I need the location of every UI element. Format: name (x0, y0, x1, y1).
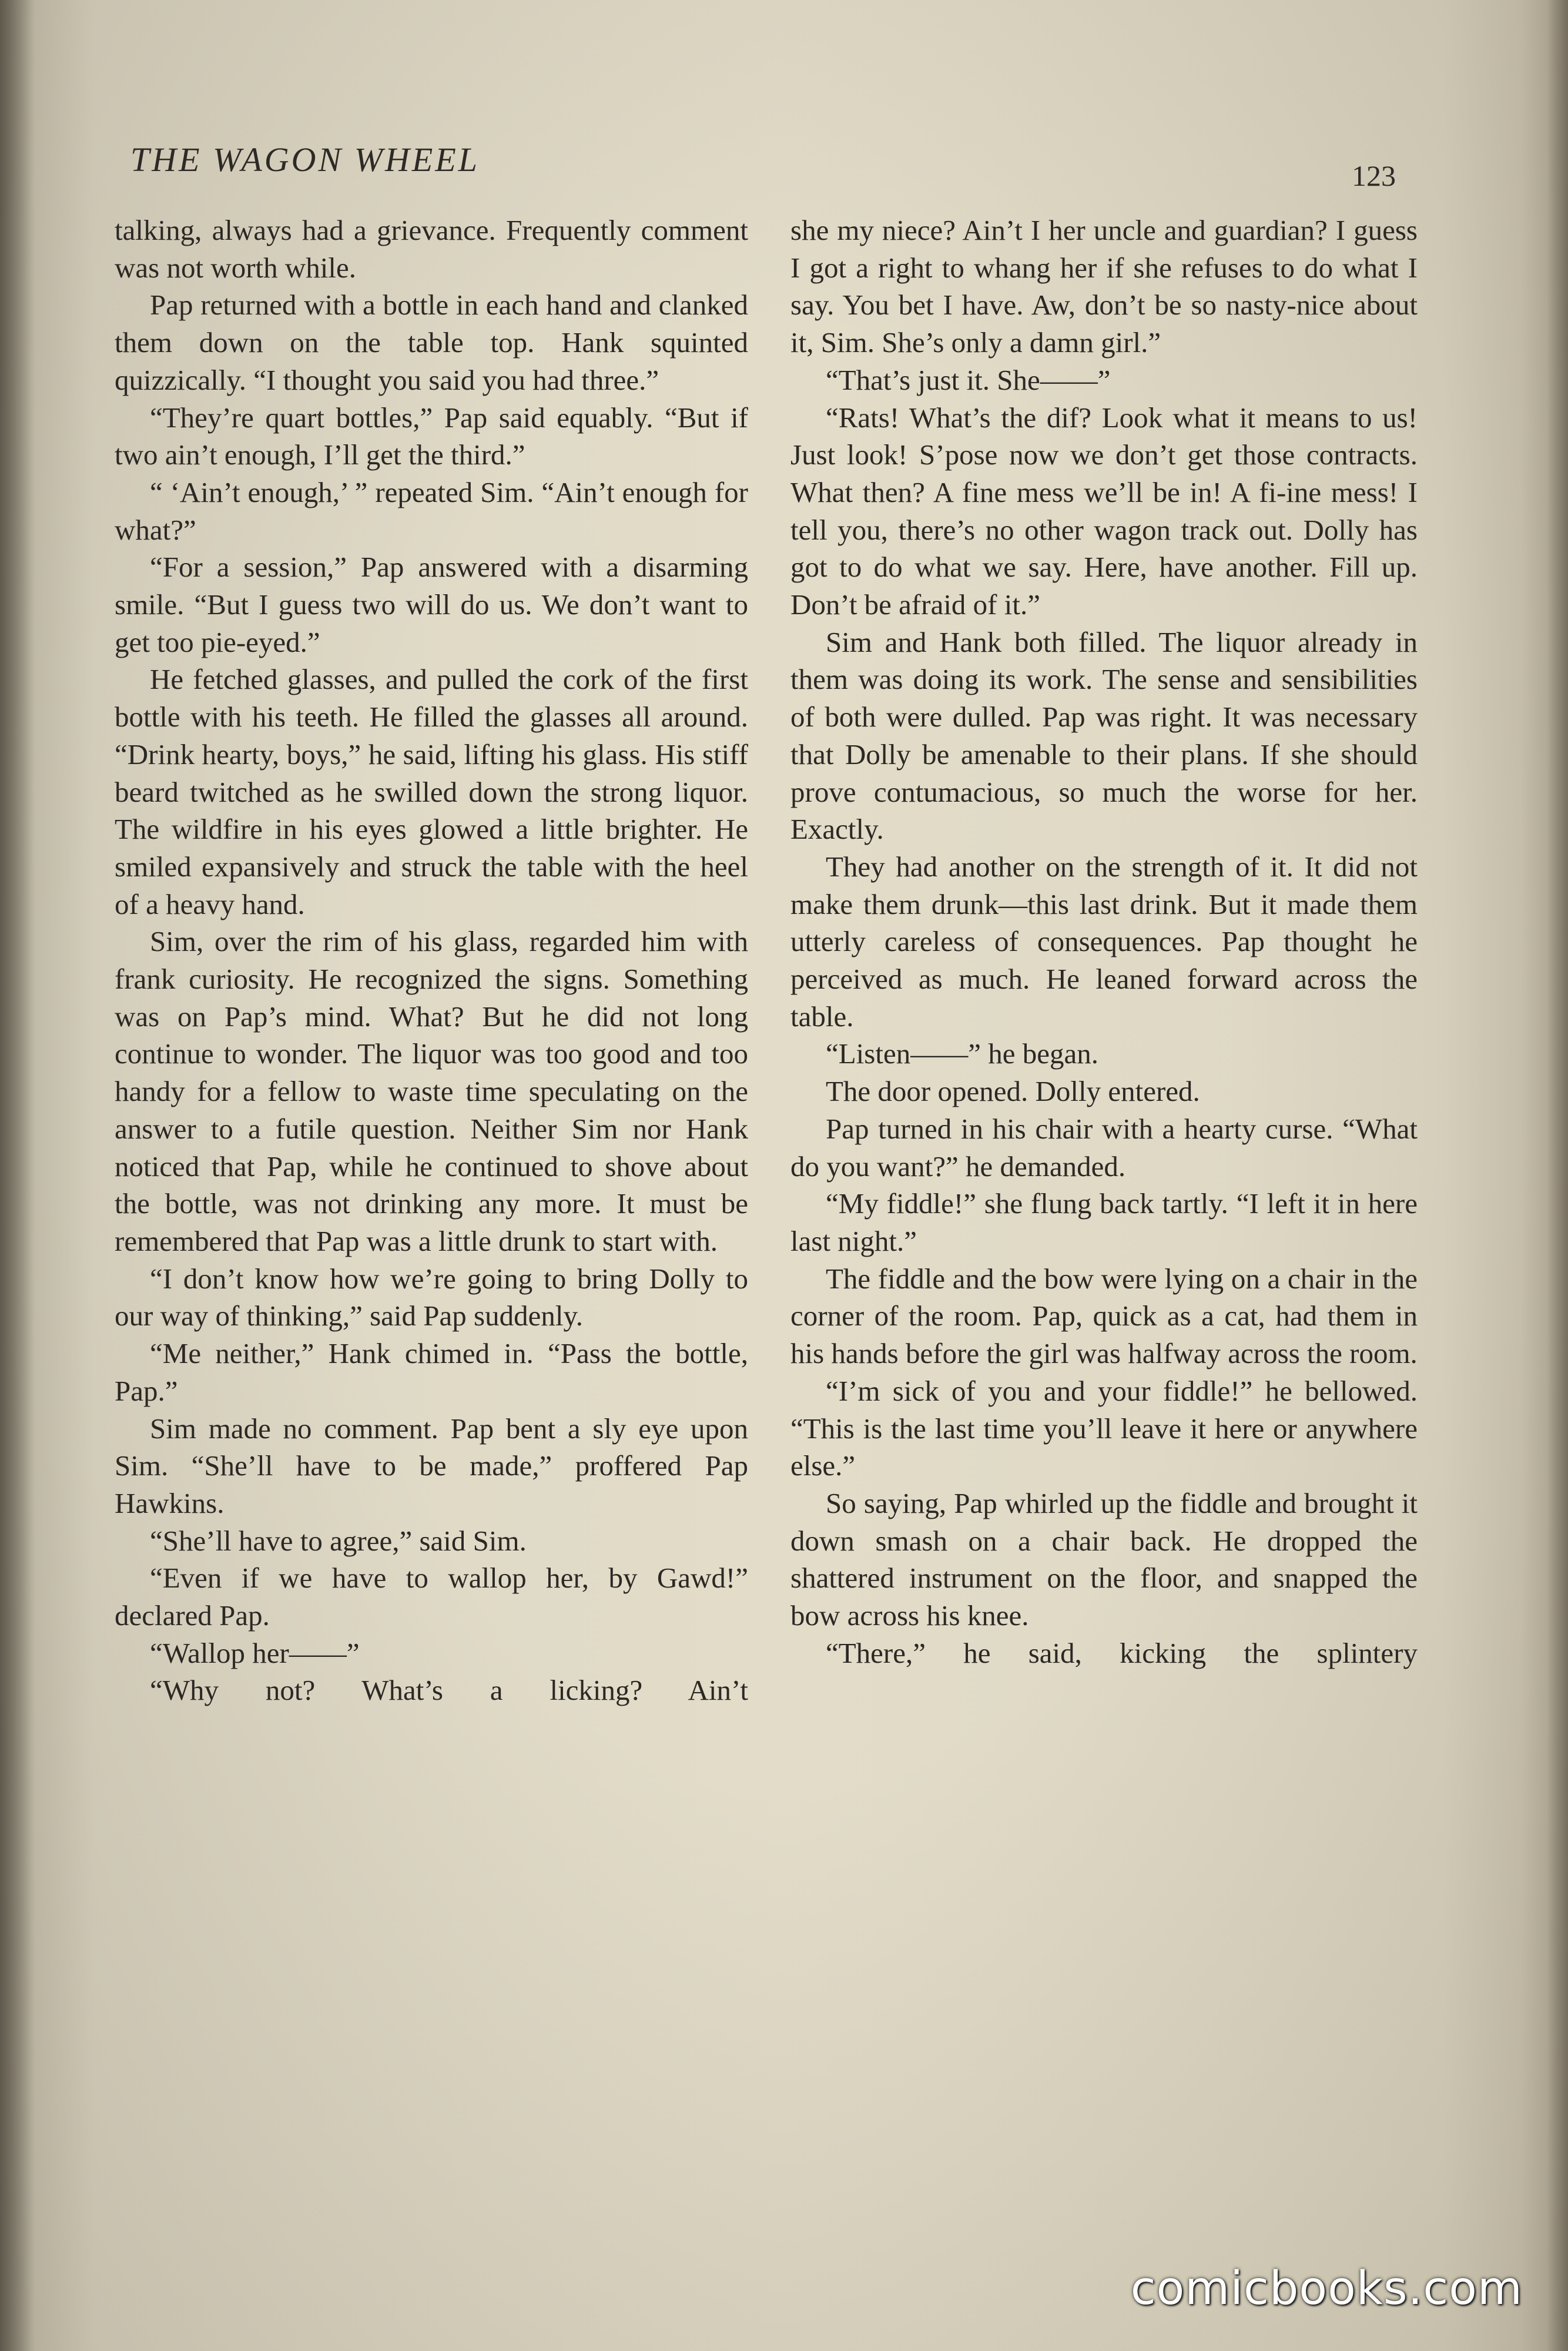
paragraph: “Listen——” he began. (826, 1037, 1098, 1070)
paragraph: “My fiddle!” she flung back tartly. “I left it in here last night.” (790, 1187, 1418, 1257)
paragraph: “Wallop her——” (150, 1636, 360, 1669)
paragraph: Sim and Hank both filled. The liquor already in them was doing its work. The sense and sensibilities of both were dulled. Pap was right. It was necessary that Dolly be amenable to their plans. If she should prove contumacious, so much the worse for her. Exactly. (790, 625, 1418, 846)
paragraph: “There,” he said, kicking the splintery (826, 1636, 1418, 1669)
paragraph: she my niece? Ain’t I her uncle and guardian? I guess I got a right to whang her if she refuses to do what I say. You bet I have. Aw, don’t be so nasty-nice about it, Sim. She’s only a damn girl.” (790, 214, 1418, 359)
paragraph: “For a session,” Pap answered with a disarming smile. “But I guess two will do us. We don’t want to get too pie-eyed.” (115, 551, 748, 658)
paragraph: “That’s just it. She——” (826, 363, 1111, 396)
page-number: 123 (1352, 159, 1396, 192)
paragraph: “She’ll have to agree,” said Sim. (150, 1524, 527, 1557)
page-edge-shadow (1547, 0, 1568, 2351)
paragraph: Sim, over the rim of his glass, regarded him with frank curiosity. He recognized the signs. Something was on Pap’s mind. What? But he did not long continue to wonder. The liquor was too good and too handy for a fellow to waste time speculating on the answer to a futile question. Neither Sim nor Hank noticed that Pap, while he continued to shove about the bottle, was not drinking any more. It must be remembered that Pap was a little drunk to start with. (115, 925, 748, 1257)
paragraph: “Even if we have to wallop her, by Gawd!” declared Pap. (115, 1562, 748, 1632)
paragraph: “ ‘Ain’t enough,’ ” repeated Sim. “Ain’t enough for what?” (115, 475, 748, 546)
paragraph: “They’re quart bottles,” Pap said equably. “But if two ain’t enough, I’ll get the third.” (115, 401, 748, 471)
paragraph: “Me neither,” Hank chimed in. “Pass the bottle, Pap.” (115, 1337, 748, 1407)
left-text-column (115, 212, 748, 1709)
right-text-column (790, 212, 1418, 1672)
paragraph: Pap returned with a bottle in each hand and clanked them down on the table top. Hank squinted quizzically. “I thought you said you had three.” (115, 289, 748, 396)
paragraph: “I’m sick of you and your fiddle!” he bellowed. “This is the last time you’ll leave it here or anywhere else.” (790, 1374, 1418, 1482)
paragraph: “Rats! What’s the dif? Look what it means to us! Just look! S’pose now we don’t get those contracts. What then? A fine mess we’ll be in! A fi-ine mess! I tell you, there’s no other wagon track out. Dolly has got to do what we say. Here, have another. Fill up. Don’t be afraid of it.” (790, 401, 1418, 621)
paragraph: Sim made no comment. Pap bent a sly eye upon Sim. “She’ll have to be made,” proffered Pap Hawkins. (115, 1412, 748, 1519)
paragraph: So saying, Pap whirled up the fiddle and brought it down smash on a chair back. He dropped the shattered instrument on the floor, and snapped the bow across his knee. (790, 1486, 1418, 1632)
paragraph: Pap turned in his chair with a hearty curse. “What do you want?” he demanded. (790, 1112, 1418, 1183)
paragraph: “I don’t know how we’re going to bring Dolly to our way of thinking,” said Pap suddenly. (115, 1262, 748, 1332)
paragraph: talking, always had a grievance. Frequently comment was not worth while. (115, 214, 748, 284)
paragraph: The fiddle and the bow were lying on a chair in the corner of the room. Pap, quick as a cat, had them in his hands before the girl was halfway across the room. (790, 1262, 1418, 1370)
paragraph: “Why not? What’s a licking? Ain’t (150, 1674, 748, 1707)
page-gutter-shadow (0, 0, 35, 2351)
paragraph: They had another on the strength of it. It did not make them drunk—this last drink. But it made them utterly careless of consequences. Pap thought he perceived as much. He leaned forward across the table. (790, 850, 1418, 1033)
paragraph: He fetched glasses, and pulled the cork of the first bottle with his teeth. He filled the glasses all around. “Drink hearty, boys,” he said, lifting his glass. His stiff beard twitched as he swilled down the strong liquor. The wildfire in his eyes glowed a little brighter. He smiled expansively and struck the table with the heel of a heavy hand. (115, 663, 748, 920)
running-title: THE WAGON WHEEL (130, 140, 480, 179)
paragraph: The door opened. Dolly entered. (826, 1075, 1200, 1108)
site-watermark: comicbooks.com (1130, 2262, 1523, 2315)
